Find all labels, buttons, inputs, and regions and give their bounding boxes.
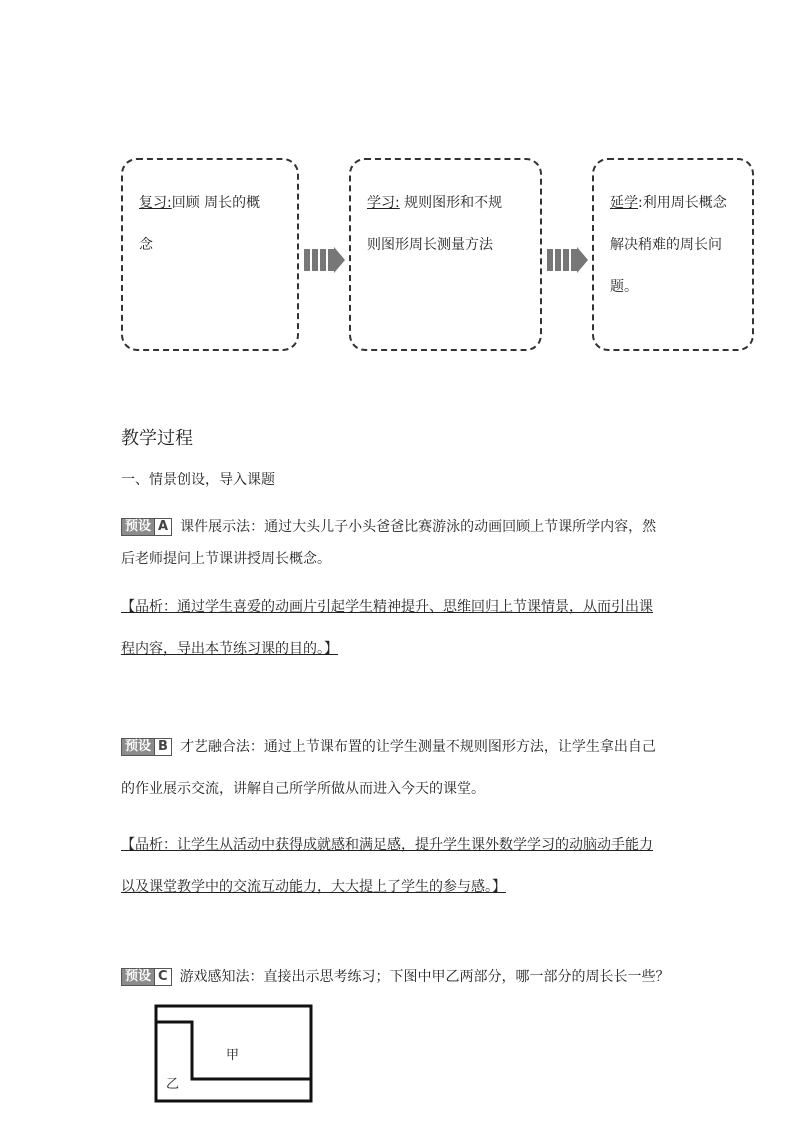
flow-box-extend (592, 158, 754, 351)
preset-b-note-1: 【品析：让学生从活动中获得成就感和满足感，提升学生课外数学学习的动脑动手能力 (121, 837, 653, 853)
preset-a-note-1: 【品析：通过学生喜爱的动画片引起学生精神提升、思维回归上节课情景，从而引出课 (121, 599, 653, 615)
extend-text-3: 题。 (610, 279, 638, 295)
learn-text-2: 则图形周长测量方法 (367, 237, 493, 253)
review-head: 复习: (139, 195, 172, 211)
perimeter-figure (150, 1000, 320, 1110)
flow-box-learn (349, 158, 542, 351)
extend-head: 延学 (610, 195, 638, 211)
preset-c-line1: 游戏感知法：直接出示思考练习；下图中甲乙两部分，哪一部分的周长长一些？ (179, 969, 670, 985)
preset-b-line1: 才艺融合法：通过上节课布置的让学生测量不规则图形方法，让学生拿出自己 (179, 739, 656, 755)
flow-box-review (121, 158, 299, 351)
preset-a-note (121, 586, 681, 670)
preset-badge: 预设 C (121, 968, 172, 986)
review-text: 回顾 周长的概 (171, 195, 261, 211)
learn-text: 规则图形和不规 (399, 195, 503, 211)
arrow-right-icon (545, 246, 589, 274)
preset-a-note-2: 程内容，导出本节练习课的目的。】 (121, 641, 338, 657)
preset-b-note-2: 以及课堂教学中的交流互动能力，大大提上了学生的参与感。】 (121, 879, 506, 895)
preset-badge: 预设 A (121, 518, 172, 536)
review-text-2: 念 (139, 237, 153, 253)
preset-b-line2: 的作业展示交流，讲解自己所学所做从而进入今天的课堂。 (121, 781, 485, 797)
extend-text-2: 解决稍难的周长问 (610, 237, 722, 253)
page-title: 教学过程 (121, 428, 193, 449)
section-heading: 一、情景创设，导入课题 (121, 472, 275, 488)
preset-a-line2: 后老师提问上节课讲授周长概念。 (121, 551, 331, 567)
preset-a-line1: 课件展示法：通过大头儿子小头爸爸比赛游泳的动画回顾上节课所学内容，然 (180, 519, 657, 535)
learn-head: 学习: (367, 195, 400, 211)
preset-c-text (121, 966, 681, 988)
preset-badge: 预设 B (121, 738, 172, 756)
extend-text: :利用周长概念 (638, 195, 727, 211)
preset-b-text (121, 726, 681, 810)
preset-b-note (121, 824, 681, 908)
label-yi: 乙 (166, 1077, 180, 1092)
preset-a-text (121, 511, 681, 575)
arrow-right-icon (302, 246, 346, 274)
label-jia: 甲 (226, 1048, 240, 1063)
